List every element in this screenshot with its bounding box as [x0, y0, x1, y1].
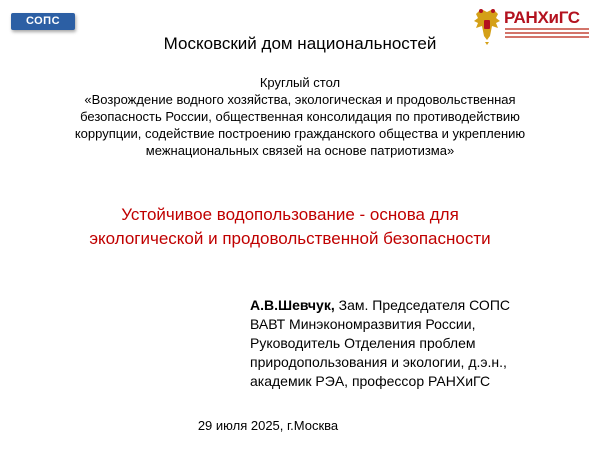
- author-details: Зам. Председателя СОПС ВАВТ Минэкономразвития России, Руководитель Отделения проблем природопользования и экологии, д.э.н., академик РЭА, профессор РАНХиГС: [250, 297, 510, 389]
- presentation-title: Устойчивое водопользование - основа для экологической и продовольственной безопасности: [89, 205, 491, 248]
- date-place: 29 июля 2025, г.Москва: [197, 418, 339, 433]
- ranepa-logo-text: РАНХиГС: [504, 8, 580, 27]
- sops-logo: [11, 13, 75, 30]
- organization-title: Московский дом национальностей: [163, 34, 437, 53]
- sops-logo-text: СОПС: [25, 15, 61, 27]
- roundtable-label: Круглый стол: [259, 75, 341, 90]
- author-block: [250, 296, 590, 391]
- author-name: А.В.Шевчук,: [250, 297, 335, 313]
- roundtable-block: [40, 74, 560, 159]
- roundtable-topic: «Возрождение водного хозяйства, экологическая и продовольственная безопасность России, общественная консолидация по противодействию коррупции, содействие построению гражданского общества и укреплению межнациональных связей на основе патриотизма»: [74, 92, 526, 158]
